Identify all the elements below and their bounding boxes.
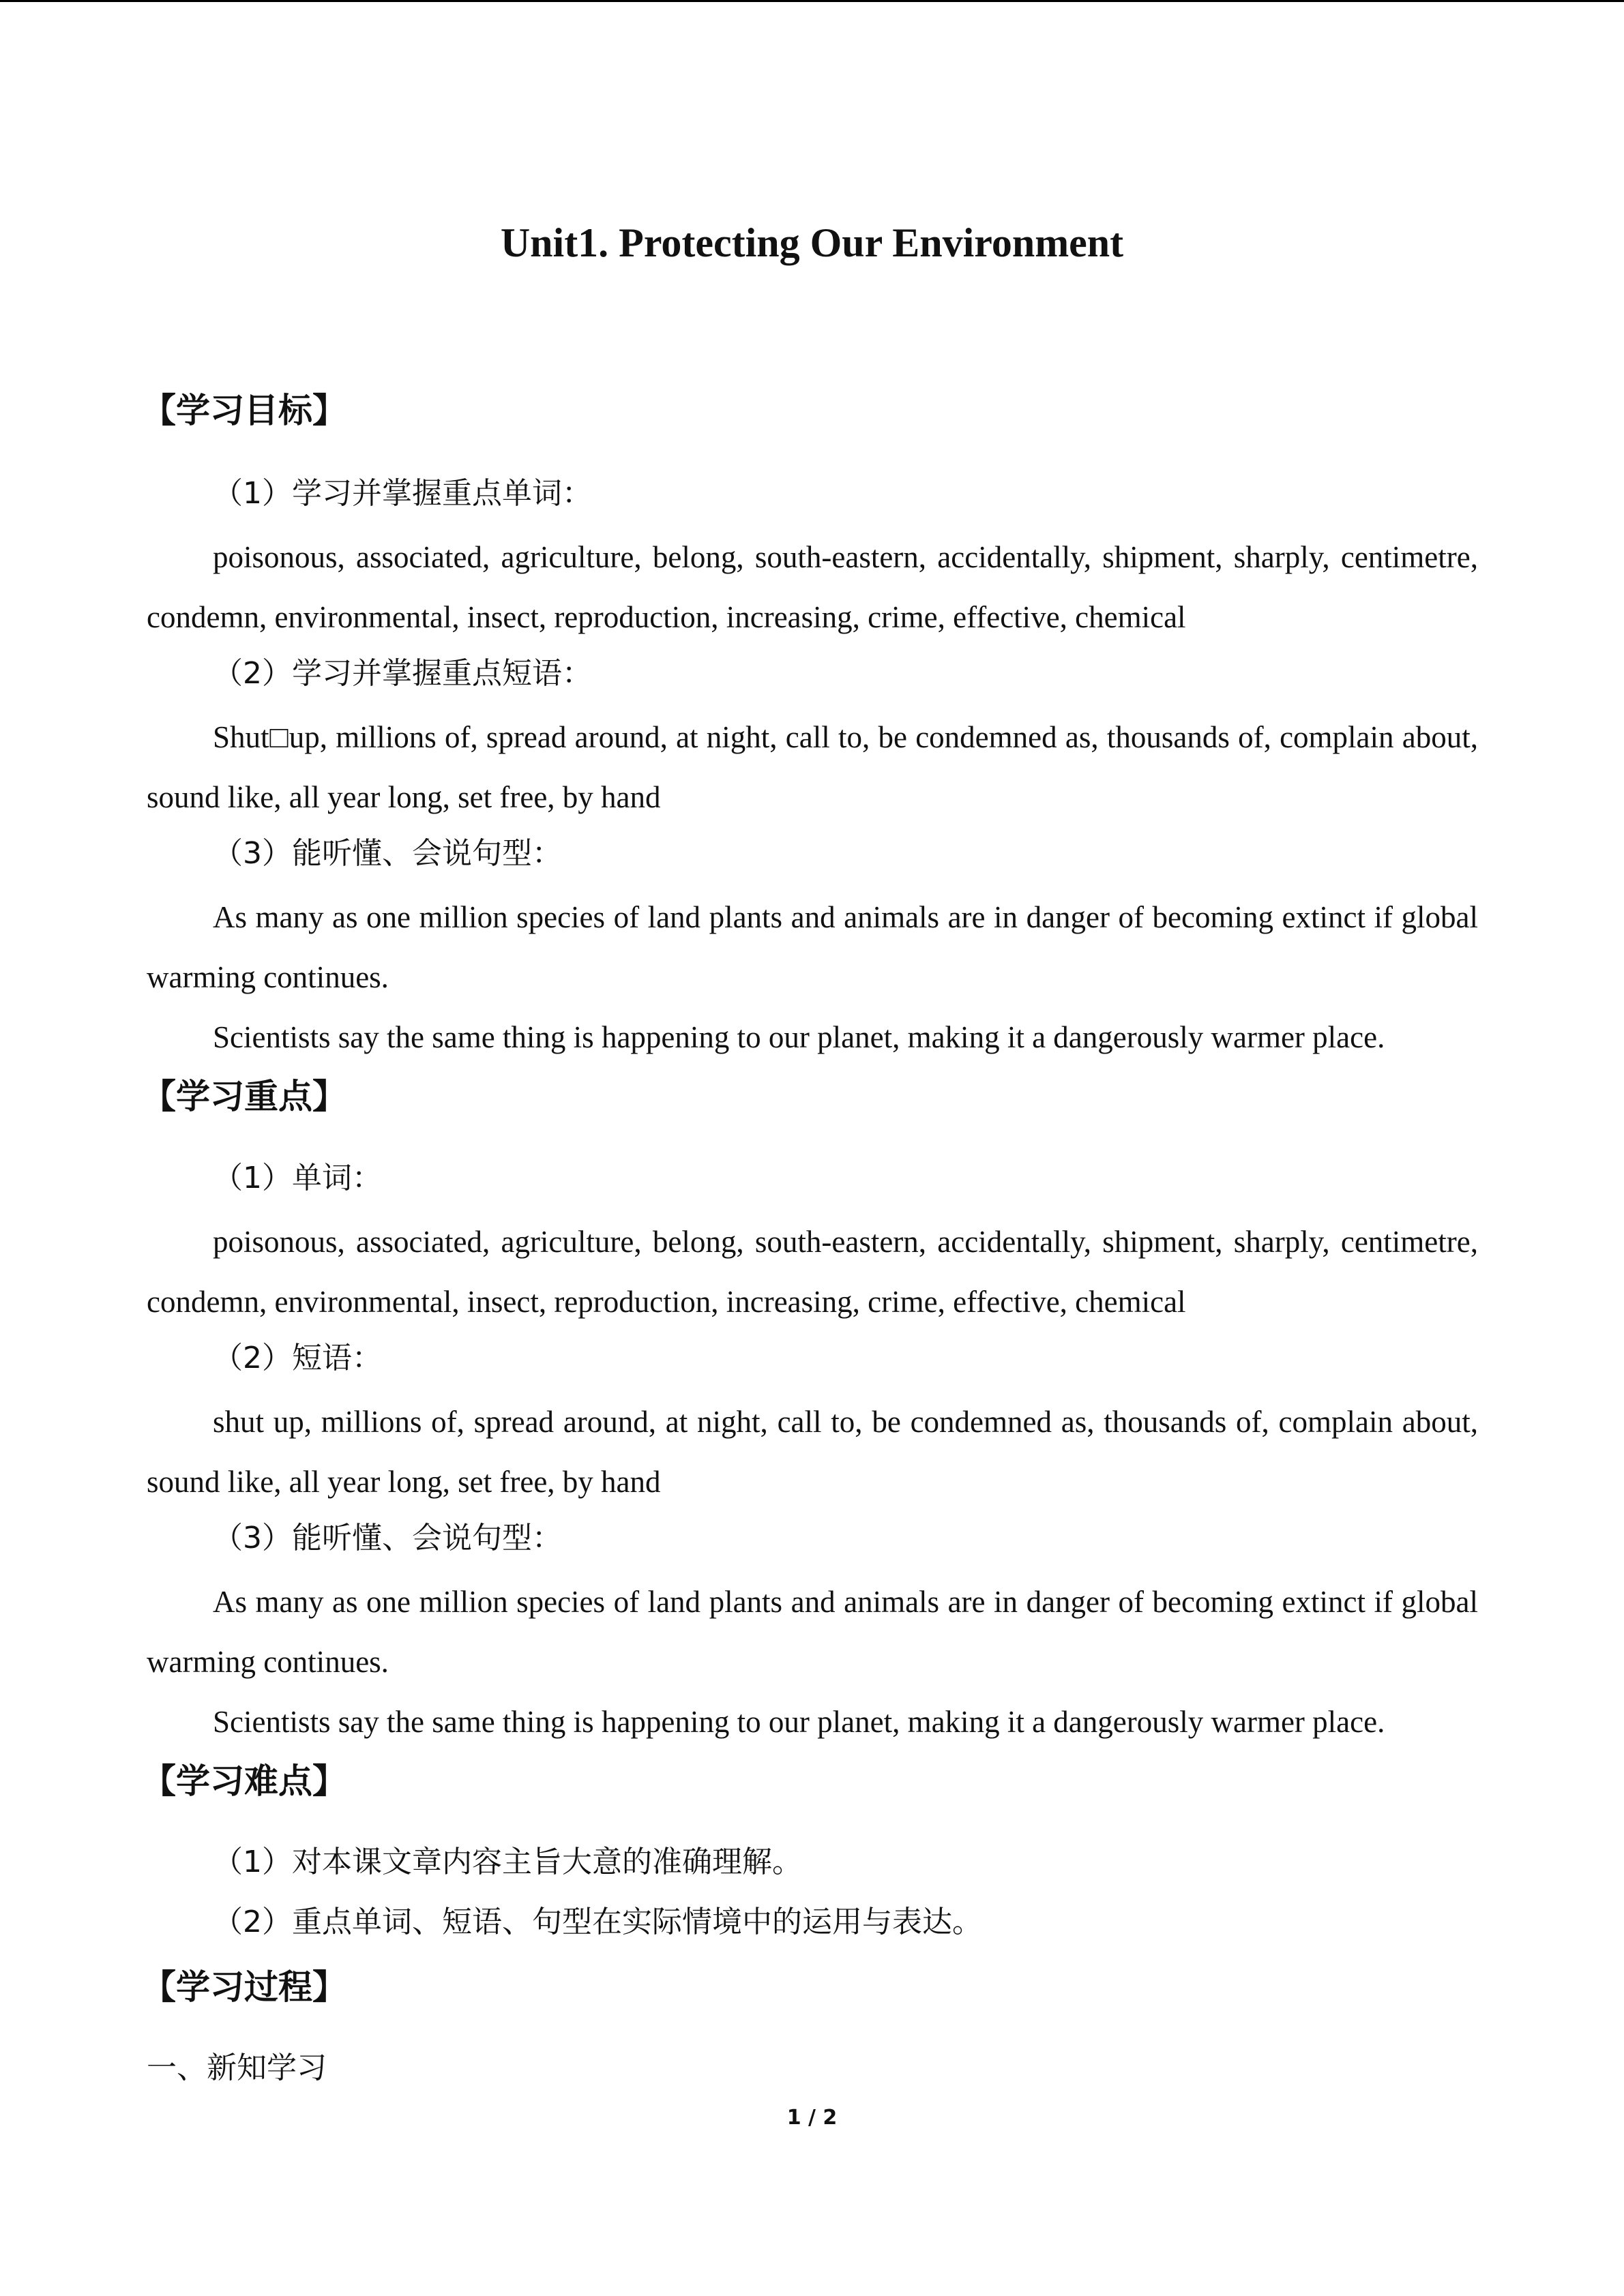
page-title: Unit1. Protecting Our Environment (500, 220, 1124, 265)
objectives-phrases: Shut□up, millions of, spread around, at night, call to, be condemned as, thousands of, complain about, sound like, all year long, set free, by hand (147, 720, 1478, 814)
process-item1: 一、新知学习 (147, 2051, 327, 2085)
objectives-item1-label: （1）学习并掌握重点单词： (213, 476, 592, 511)
key-points-item2-label: （2）短语： (213, 1341, 382, 1375)
objectives-words: poisonous, associated, agriculture, belong, south-eastern, accidentally, shipment, sharply, centimetre, condemn, environmental, insect, reproduction, increasing, crime, effective, chemical (147, 540, 1478, 634)
key-points-item3-label: （3）能听懂、会说句型： (213, 1521, 562, 1555)
key-points-words: poisonous, associated, agriculture, belong, south-eastern, accidentally, shipment, sharply, centimetre, condemn, environmental, insect, reproduction, increasing, crime, effective, chemical (147, 1225, 1478, 1319)
key-points-sentence2: Scientists say the same thing is happening to our planet, making it a dangerously warmer place. (213, 1705, 1385, 1739)
process-heading: 【学习过程】 (142, 1967, 346, 2007)
key-points-heading: 【学习重点】 (142, 1077, 346, 1116)
objectives-heading: 【学习目标】 (142, 391, 346, 430)
key-points-sentence1: As many as one million species of land plants and animals are in danger of becoming extinct if global warming continues. (147, 1585, 1478, 1679)
difficulties-heading: 【学习难点】 (142, 1761, 346, 1801)
key-points-item1-label: （1）单词： (213, 1161, 382, 1195)
difficulties-item1: （1）对本课文章内容主旨大意的准确理解。 (213, 1845, 802, 1879)
difficulties-item2: （2）重点单词、短语、句型在实际情境中的运用与表达。 (213, 1905, 982, 1939)
objectives-sentence2: Scientists say the same thing is happening to our planet, making it a dangerously warmer place. (213, 1020, 1385, 1054)
objectives-item3-label: （3）能听懂、会说句型： (213, 836, 562, 871)
page-number: 1 / 2 (786, 2106, 838, 2130)
objectives-item2-label: （2）学习并掌握重点短语： (213, 656, 592, 691)
key-points-phrases: shut up, millions of, spread around, at night, call to, be condemned as, thousands of, complain about, sound like, all year long, set free, by hand (147, 1405, 1478, 1499)
objectives-sentence1: As many as one million species of land plants and animals are in danger of becoming extinct if global warming continues. (147, 900, 1478, 994)
